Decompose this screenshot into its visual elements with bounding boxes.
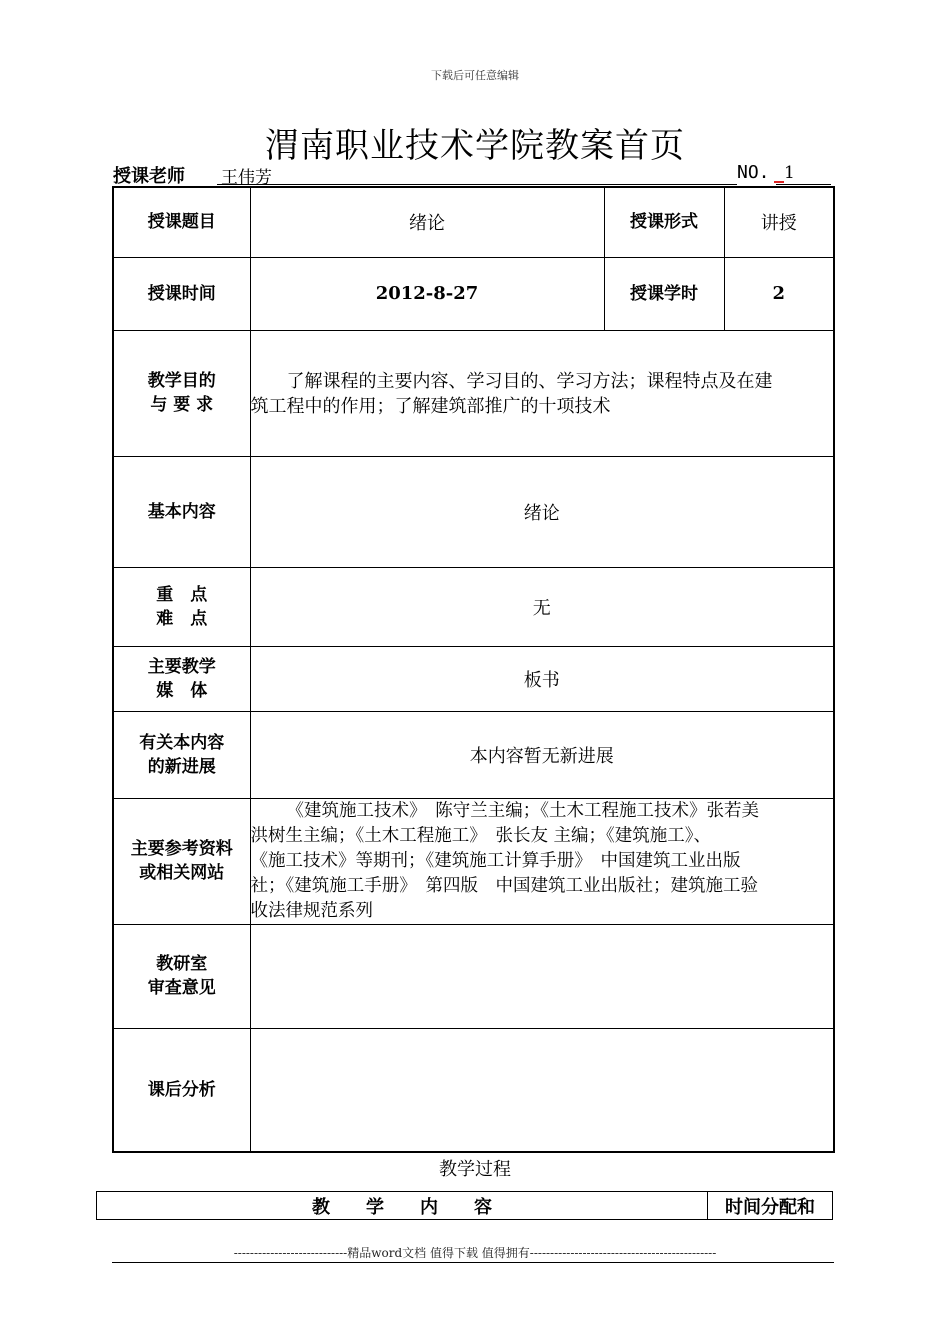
key-label-line: 重 点 bbox=[156, 584, 208, 605]
content-value: 绪论 bbox=[250, 456, 834, 567]
ref-label-line: 主要参考资料 bbox=[130, 839, 233, 859]
table-row bbox=[113, 798, 834, 924]
table-row bbox=[97, 1192, 833, 1220]
ref-line: 《施工技术》等期刊；《建筑施工计算手册》 中国建筑工业出版 bbox=[250, 850, 741, 871]
progress-value: 本内容暂无新进展 bbox=[250, 711, 834, 798]
hours-value: 2 bbox=[724, 257, 834, 330]
progress-label-line: 有关本内容 bbox=[139, 732, 225, 753]
number-mark bbox=[774, 181, 784, 183]
media-label bbox=[113, 646, 250, 711]
goal-label-line: 与 要 求 bbox=[150, 395, 214, 415]
goal-text bbox=[250, 330, 834, 456]
process-col-time: 时间分配和 bbox=[708, 1192, 833, 1220]
goal-text-line: 了解课程的主要内容、学习目的、学习方法；课程特点及在建 bbox=[286, 370, 773, 392]
table-row bbox=[113, 711, 834, 798]
teacher-underline bbox=[217, 184, 737, 185]
media-value: 板书 bbox=[250, 646, 834, 711]
header-note: 下载后可任意编辑 bbox=[431, 69, 519, 82]
table-row bbox=[113, 646, 834, 711]
process-table bbox=[96, 1191, 833, 1220]
process-title: 教学过程 bbox=[439, 1159, 511, 1180]
form-label: 授课形式 bbox=[604, 187, 724, 257]
footer-line bbox=[112, 1262, 834, 1263]
goal-label-line: 教学目的 bbox=[147, 371, 216, 391]
time-label: 授课时间 bbox=[113, 257, 250, 330]
number-value: 1 bbox=[784, 163, 795, 183]
ref-line: 社；《建筑施工手册》 第四版 中国建筑工业出版社；建筑施工验 bbox=[250, 875, 758, 896]
table-row bbox=[113, 187, 834, 257]
analysis-label: 课后分析 bbox=[113, 1028, 250, 1152]
topic-label: 授课题目 bbox=[113, 187, 250, 257]
table-row bbox=[113, 567, 834, 646]
review-value[interactable] bbox=[250, 924, 834, 1028]
process-col-content: 教学内容 bbox=[97, 1192, 708, 1220]
number-underline bbox=[776, 184, 831, 185]
review-label bbox=[113, 924, 250, 1028]
table-row bbox=[113, 257, 834, 330]
ref-line: 《建筑施工技术》 陈守兰主编；《土木工程施工技术》张若美 bbox=[286, 800, 759, 821]
key-value: 无 bbox=[250, 567, 834, 646]
teacher-name: 王伟芳 bbox=[221, 168, 272, 188]
lesson-plan-table bbox=[112, 186, 835, 1153]
goal-label bbox=[113, 330, 250, 456]
review-label-line: 教研室 bbox=[156, 954, 208, 974]
hours-label: 授课学时 bbox=[604, 257, 724, 330]
table-row bbox=[113, 924, 834, 1028]
page-title: 渭南职业技术学院教案首页 bbox=[265, 126, 685, 166]
topic-value: 绪论 bbox=[250, 187, 604, 257]
key-label-line: 难 点 bbox=[156, 608, 208, 629]
media-label-line: 主要教学 bbox=[147, 656, 216, 677]
goal-text-line: 筑工程中的作用；了解建筑部推广的十项技术 bbox=[250, 395, 611, 417]
key-label bbox=[113, 567, 250, 646]
teacher-label: 授课老师 bbox=[113, 166, 185, 187]
ref-label-line: 或相关网站 bbox=[139, 863, 225, 883]
review-label-line: 审查意见 bbox=[147, 978, 216, 998]
analysis-value[interactable] bbox=[250, 1028, 834, 1152]
content-label: 基本内容 bbox=[113, 456, 250, 567]
footer-note: ----------------------------精品word文档 值得下载 值得拥有---------------------------------------------- bbox=[233, 1246, 717, 1260]
ref-line: 洪树生主编；《土木工程施工》 张长友 主编；《建筑施工》、 bbox=[250, 825, 712, 846]
progress-label-line: 的新进展 bbox=[147, 756, 216, 777]
table-row bbox=[113, 1028, 834, 1152]
teacher-line bbox=[113, 162, 831, 186]
ref-line: 收法律规范系列 bbox=[250, 900, 373, 921]
table-row bbox=[113, 330, 834, 456]
ref-text bbox=[250, 798, 834, 924]
number-label: NO. bbox=[737, 162, 770, 183]
table-row bbox=[113, 456, 834, 567]
ref-label bbox=[113, 798, 250, 924]
progress-label bbox=[113, 711, 250, 798]
form-value: 讲授 bbox=[724, 187, 834, 257]
time-value: 2012-8-27 bbox=[250, 257, 604, 330]
media-label-line: 媒 体 bbox=[156, 680, 208, 701]
